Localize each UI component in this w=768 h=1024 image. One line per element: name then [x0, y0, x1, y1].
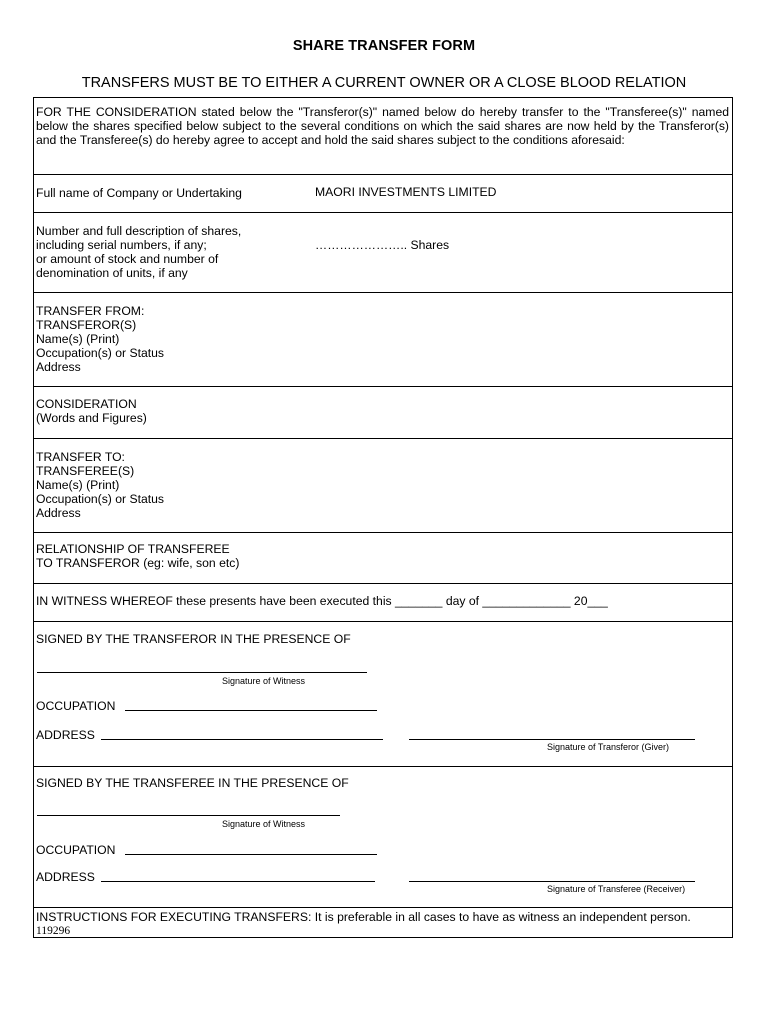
transfer-to-line: Name(s) (Print)	[36, 478, 120, 492]
transferor-occupation-label: OCCUPATION	[36, 699, 116, 713]
company-label: Full name of Company or Undertaking	[36, 186, 242, 200]
transferee-witness-signature-line[interactable]	[37, 815, 340, 816]
transferor-address-line[interactable]	[101, 739, 383, 740]
transferee-address-label: ADDRESS	[36, 870, 95, 884]
form-title: SHARE TRANSFER FORM	[292, 38, 476, 54]
shares-label-line: denomination of units, if any	[36, 266, 188, 280]
transfer-to-line: Occupation(s) or Status	[36, 492, 165, 506]
shares-label-line: Number and full description of shares,	[36, 224, 242, 238]
transferee-signature-caption: Signature of Transferee (Receiver)	[547, 884, 686, 894]
transferee-occupation-label: OCCUPATION	[36, 843, 116, 857]
witness-clause: IN WITNESS WHEREOF these presents have been executed this _______ day of _____________ 20___	[36, 594, 608, 608]
transfer-from-line: Occupation(s) or Status	[36, 346, 165, 360]
transferor-signing-section	[34, 622, 732, 767]
company-name[interactable]: MAORI INVESTMENTS LIMITED	[315, 185, 497, 199]
transferee-signing-section	[34, 767, 732, 908]
company-section	[34, 175, 732, 213]
form-subtitle: TRANSFERS MUST BE TO EITHER A CURRENT OWNER OR A CLOSE BLOOD RELATION	[81, 75, 687, 91]
instructions-text: INSTRUCTIONS FOR EXECUTING TRANSFERS: It is preferable in all cases to have as witness an independent person.	[36, 910, 691, 924]
transferee-witness-caption: Signature of Witness	[222, 819, 306, 829]
transferor-occupation-line[interactable]	[125, 710, 377, 711]
transfer-from-line: Address	[36, 360, 81, 374]
transferor-witness-caption: Signature of Witness	[222, 676, 306, 686]
transferee-signature-line[interactable]	[409, 881, 695, 882]
intro-text: FOR THE CONSIDERATION stated below the "Transferor(s)" named below do hereby transfer to the "Transferee(s)" named below the shares specified below subject to the several conditions on which the said shares are now held by the Transferor(s) and the Transferee(s) do hereby agree to accept and hold the said shares subject to the conditions aforesaid:	[36, 105, 729, 147]
transfer-to-line: TRANSFEREE(S)	[36, 464, 135, 478]
transfer-to-section[interactable]	[34, 439, 732, 533]
transferor-signature-caption: Signature of Transferor (Giver)	[547, 742, 670, 752]
transferee-occupation-line[interactable]	[125, 854, 377, 855]
transfer-from-section[interactable]	[34, 293, 732, 387]
transferor-signing-heading: SIGNED BY THE TRANSFEROR IN THE PRESENCE OF	[36, 632, 351, 646]
transfer-to-line: Address	[36, 506, 81, 520]
consideration-line: CONSIDERATION	[36, 397, 137, 411]
transfer-from-line: TRANSFER FROM:	[36, 304, 145, 318]
transferor-address-label: ADDRESS	[36, 728, 95, 742]
transferor-signature-line[interactable]	[409, 739, 695, 740]
transferee-signing-heading: SIGNED BY THE TRANSFEREE IN THE PRESENCE OF	[36, 776, 349, 790]
intro-section	[34, 98, 732, 175]
relationship-line: TO TRANSFEROR (eg: wife, son etc)	[36, 556, 240, 570]
consideration-line: (Words and Figures)	[36, 411, 147, 425]
instructions-section	[34, 908, 732, 938]
relationship-line: RELATIONSHIP OF TRANSFEREE	[36, 542, 230, 556]
witness-clause-section[interactable]	[34, 584, 732, 622]
transferee-address-line[interactable]	[101, 881, 375, 882]
transferor-witness-signature-line[interactable]	[37, 672, 367, 673]
share-transfer-form	[33, 97, 733, 938]
transfer-to-line: TRANSFER TO:	[36, 450, 125, 464]
relationship-section[interactable]	[34, 533, 732, 584]
transfer-from-line: Name(s) (Print)	[36, 332, 120, 346]
transfer-from-line: TRANSFEROR(S)	[36, 318, 137, 332]
shares-label-line: or amount of stock and number of	[36, 252, 219, 266]
shares-value[interactable]: ………………….. Shares	[315, 238, 450, 252]
shares-section	[34, 213, 732, 293]
form-number: 119296	[36, 925, 71, 937]
shares-label-line: including serial numbers, if any;	[36, 238, 207, 252]
consideration-section[interactable]	[34, 387, 732, 439]
